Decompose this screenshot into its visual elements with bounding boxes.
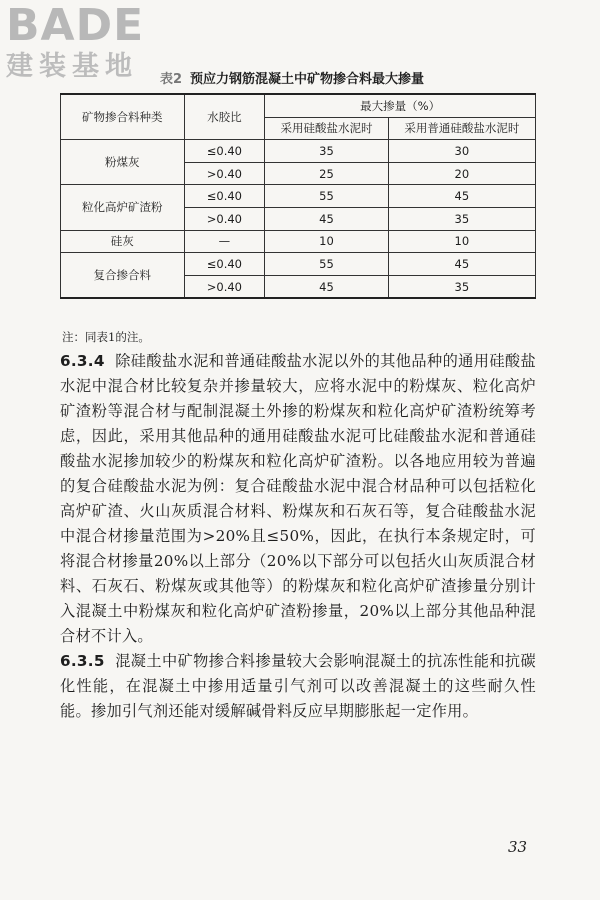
section-paragraph [60, 349, 536, 649]
header-ratio: 水胶比 [184, 94, 265, 140]
cell-value: 35 [388, 207, 535, 230]
logo-wordmark: BADE [6, 0, 145, 51]
cell-ratio: — [184, 230, 265, 253]
table-note: 注：同表1的注。 [62, 330, 150, 344]
group-name: 硅灰 [61, 230, 185, 253]
table-row [61, 140, 536, 163]
group-name: 粉煤灰 [61, 140, 185, 185]
section-text: 除硅酸盐水泥和普通硅酸盐水泥以外的其他品种的通用硅酸盐水泥中混合材比较复杂并掺量较大，应将水泥中的粉煤灰、粒化高炉矿渣粉等混合材与配制混凝土外掺的粉煤灰和粒化高炉矿渣粉统筹考虑，因此，采用其他品种的通用硅酸盐水泥可比硅酸盐水泥和普通硅酸盐水泥掺加较少的粉煤灰和粒化高炉矿渣粉。以各地应用较为普遍的复合硅酸盐水泥为例：复合硅酸盐水泥中混合材品种可以包括粒化高炉矿渣、火山灰质混合材料、粉煤灰和石灰石等，复合硅酸盐水泥中混合材掺量范围为>20%且≤50%，因此，在执行本条规定时，可将混合材掺量20%以上部分（20%以下部分可以包括火山灰质混合材料、石灰石、粉煤灰或其他等）的粉煤灰和粒化高炉矿渣掺量分别计入混凝土中粉煤灰和粒化高炉矿渣粉掺量，20%以上部分其他品种混合材不计入。 [60, 352, 536, 645]
header-sub2: 采用普通硅酸盐水泥时 [388, 117, 535, 140]
header-sub1: 采用硅酸盐水泥时 [265, 117, 389, 140]
cell-value: 45 [265, 275, 389, 298]
header-type: 矿物掺合料种类 [61, 94, 185, 140]
cell-value: 30 [388, 140, 535, 163]
admixture-table [60, 93, 536, 299]
group-name: 粒化高炉矿渣粉 [61, 185, 185, 230]
section-text: 混凝土中矿物掺合料掺量较大会影响混凝土的抗冻性能和抗碳化性能，在混凝土中掺用适量引气剂可以改善混凝土的这些耐久性能。掺加引气剂还能对缓解碱骨料反应早期膨胀起一定作用。 [60, 652, 536, 720]
table-number: 表2 [160, 72, 183, 87]
cell-value: 45 [265, 207, 389, 230]
cell-value: 25 [265, 162, 389, 185]
cell-value: 55 [265, 185, 389, 208]
cell-value: 35 [388, 275, 535, 298]
cell-ratio: >0.40 [184, 275, 265, 298]
cell-value: 10 [388, 230, 535, 253]
cell-ratio: ≤0.40 [184, 140, 265, 163]
table-title: 预应力钢筋混凝土中矿物掺合料最大掺量 [190, 72, 425, 87]
table-row [61, 230, 536, 253]
table-row [61, 253, 536, 276]
table-caption [160, 68, 424, 87]
page-number: 33 [508, 838, 528, 856]
group-name: 复合掺合料 [61, 253, 185, 299]
section-number: 6.3.5 [60, 652, 105, 670]
cell-value: 55 [265, 253, 389, 276]
cell-ratio: >0.40 [184, 162, 265, 185]
cell-value: 10 [265, 230, 389, 253]
section-paragraph [60, 649, 536, 724]
cell-value: 45 [388, 185, 535, 208]
watermark-logo [6, 0, 186, 84]
cell-value: 35 [265, 140, 389, 163]
cell-ratio: >0.40 [184, 207, 265, 230]
cell-value: 45 [388, 253, 535, 276]
body-text [60, 349, 536, 724]
section-number: 6.3.4 [60, 352, 105, 370]
header-max: 最大掺量（%） [265, 94, 536, 117]
cell-ratio: ≤0.40 [184, 185, 265, 208]
table-header-row [61, 94, 536, 117]
table-row [61, 185, 536, 208]
logo-subtitle: 建装基地 [6, 51, 138, 82]
cell-ratio: ≤0.40 [184, 253, 265, 276]
cell-value: 20 [388, 162, 535, 185]
